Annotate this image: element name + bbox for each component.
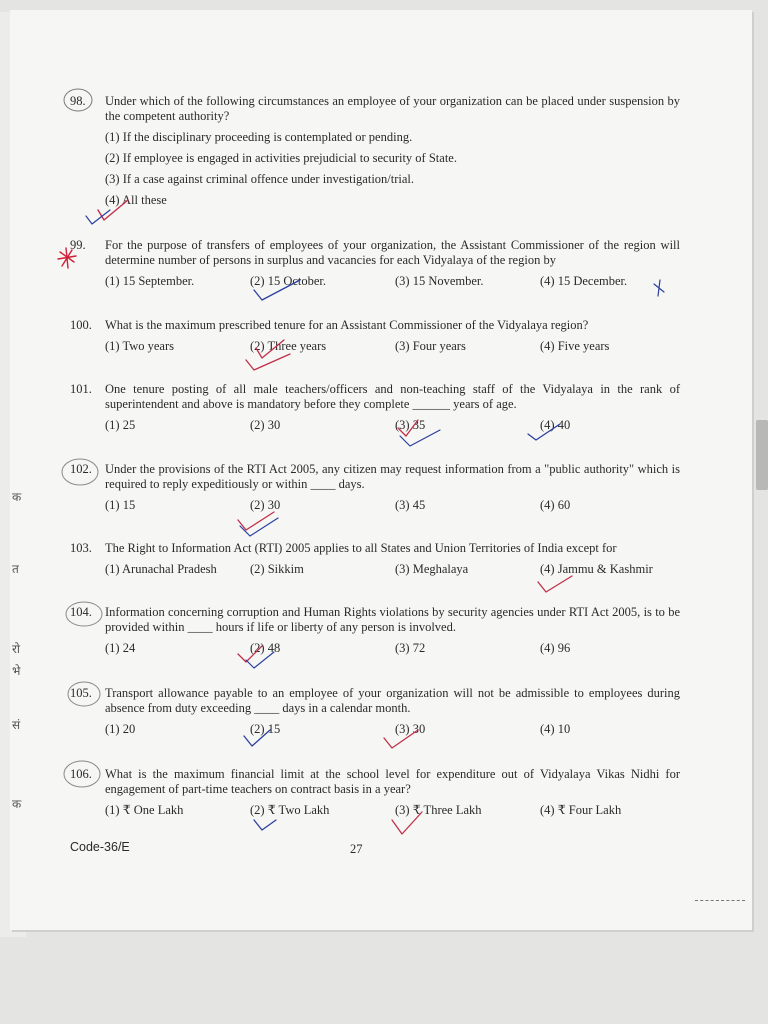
option-1: (1) If the disciplinary proceeding is contemplated or pending. xyxy=(105,130,413,144)
option-2: (2) 30 xyxy=(250,418,281,432)
option-4: (4) All these xyxy=(105,193,167,207)
question-text: One tenure posting of all male teachers/officers and non-teaching staff of the Vidyalaya in the rank of superintendent and above is mandatory before they complete ______ years of age. xyxy=(105,382,680,411)
option-2: (2) ₹ Two Lakh xyxy=(250,803,330,817)
margin-char: क xyxy=(12,490,22,504)
option-3: (3) Four years xyxy=(395,339,466,353)
option-3: (3) 30 xyxy=(395,722,426,736)
question-text: Information concerning corruption and Human Rights violations by security agencies under RTI Act 2005, is to be provided within ____ hours if life or liberty of any person is involved. xyxy=(105,605,680,634)
option-3: (3) 72 xyxy=(395,641,426,655)
option-4: (4) Five years xyxy=(540,339,610,353)
question-number: 105. xyxy=(70,686,92,700)
question-101 xyxy=(70,382,680,436)
question-text: Under which of the following circumstances an employee of your organization can be placed under suspension by the competent authority? xyxy=(105,94,680,123)
option-2: (2) If employee is engaged in activities prejudicial to security of State. xyxy=(105,151,457,165)
option-1: (1) Arunachal Pradesh xyxy=(105,562,217,576)
option-1: (1) ₹ One Lakh xyxy=(105,803,184,817)
option-4: (4) 10 xyxy=(540,722,571,736)
option-4: (4) 60 xyxy=(540,498,571,512)
option-1: (1) 24 xyxy=(105,641,136,655)
option-4: (4) 40 xyxy=(540,418,571,432)
option-3: (3) 15 November. xyxy=(395,274,484,288)
option-3: (3) Meghalaya xyxy=(395,562,469,576)
question-105 xyxy=(70,686,680,740)
option-2: (2) 15 October. xyxy=(250,274,327,288)
margin-char: त xyxy=(12,562,19,576)
question-text: What is the maximum prescribed tenure for an Assistant Commissioner of the Vidyalaya region? xyxy=(105,318,589,332)
question-number: 102. xyxy=(70,462,92,476)
question-text: For the purpose of transfers of employees of your organization, the Assistant Commissioner of the region will determine number of persons in surplus and vacancies for each Vidyalaya of the region by xyxy=(105,238,680,267)
question-number: 99. xyxy=(70,238,86,252)
option-4: (4) 96 xyxy=(540,641,571,655)
option-2: (2) 30 xyxy=(250,498,281,512)
question-100 xyxy=(70,318,680,357)
question-number: 104. xyxy=(70,605,92,619)
question-text: What is the maximum financial limit at the school level for expenditure out of Vidyalaya Vikas Nidhi for engagement of part-time teachers on contract basis in a year? xyxy=(105,767,680,796)
margin-char: सं xyxy=(12,718,21,732)
question-98 xyxy=(70,94,680,208)
option-1: (1) 20 xyxy=(105,722,136,736)
option-1: (1) 15 xyxy=(105,498,136,512)
question-number: 103. xyxy=(70,541,92,555)
question-text: The Right to Information Act (RTI) 2005 applies to all States and Union Territories of India except for xyxy=(105,541,617,555)
option-4: (4) 15 December. xyxy=(540,274,628,288)
question-103 xyxy=(70,541,680,580)
question-number: 106. xyxy=(70,767,92,781)
footer-code: Code-36/E xyxy=(70,840,130,854)
option-3: (3) 35 xyxy=(395,418,426,432)
question-text: Transport allowance payable to an employee of your organization will not be admissible to employees during absence from duty exceeding ____ days in a calendar month. xyxy=(105,686,680,715)
question-number: 101. xyxy=(70,382,92,396)
option-2: (2) Sikkim xyxy=(250,562,304,576)
question-number: 98. xyxy=(70,94,86,108)
option-3: (3) 45 xyxy=(395,498,426,512)
question-102 xyxy=(70,462,680,516)
option-1: (1) 15 September. xyxy=(105,274,195,288)
option-3: (3) If a case against criminal offence under investigation/trial. xyxy=(105,172,415,186)
margin-char: क xyxy=(12,797,22,811)
question-number: 100. xyxy=(70,318,92,332)
option-4: (4) ₹ Four Lakh xyxy=(540,803,622,817)
page-number: 27 xyxy=(350,842,363,856)
option-3: (3) ₹ Three Lakh xyxy=(395,803,482,817)
question-99 xyxy=(70,238,680,292)
question-text: Under the provisions of the RTI Act 2005, any citizen may request information from a "public authority" which is required to reply expeditiously or within ____ days. xyxy=(105,462,680,491)
option-4: (4) Jammu & Kashmir xyxy=(540,562,653,576)
footer-dash-line xyxy=(695,900,745,901)
option-1: (1) Two years xyxy=(105,339,175,353)
margin-char: रो xyxy=(12,642,21,656)
option-1: (1) 25 xyxy=(105,418,136,432)
margin-char: भे xyxy=(12,664,21,678)
option-2: (2) 15 xyxy=(250,722,281,736)
option-2: (2) Three years xyxy=(250,339,327,353)
option-2: (2) 48 xyxy=(250,641,281,655)
scanner-edge-tab xyxy=(756,420,768,490)
question-104 xyxy=(70,605,680,659)
question-106 xyxy=(70,767,680,821)
